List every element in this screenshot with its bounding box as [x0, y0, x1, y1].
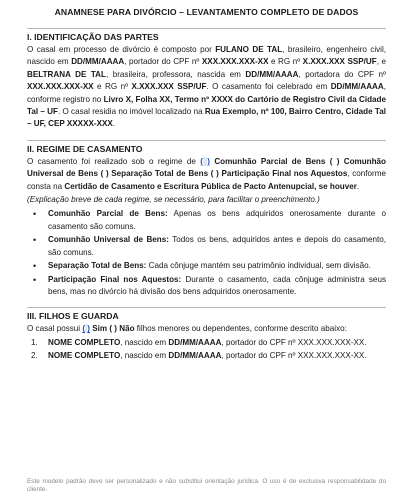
regime-paragraph: [27, 156, 386, 193]
husband-rg: X.XXX.XXX SSP/UF: [302, 57, 377, 67]
text: , conforme registro no: [27, 82, 386, 104]
text: e RG nº: [93, 82, 132, 92]
regime-checkbox[interactable]: [200, 157, 210, 166]
husband-birthdate: DD/MM/AAAA: [71, 57, 125, 67]
section-heading: III. FILHOS E GUARDA: [27, 311, 119, 322]
marriage-date: DD/MM/AAAA: [330, 82, 384, 92]
section-divider: [27, 307, 386, 308]
text: O casal em processo de divórcio é composto por: [27, 45, 216, 54]
text: , portador do CPF nº XXX.XXX.XXX-XX.: [221, 351, 367, 361]
wife-rg: X.XXX.XXX SSP/UF: [131, 82, 207, 92]
registry-reference: Livro X, Folha XX, Termo nº XXXX do Cartório de Registro Civil da Cidade Tal – UF: [27, 94, 386, 117]
regime-description: Todos os bens, adquiridos antes e depois do casamento, são comuns.: [48, 235, 386, 257]
husband-name: FULANO DE TAL: [215, 45, 283, 54]
identification-paragraph: [27, 44, 386, 131]
section-heading: II. REGIME DE CASAMENTO: [27, 143, 143, 154]
husband-cpf: XXX.XXX.XXX-XX: [201, 57, 269, 67]
text: .: [356, 181, 360, 191]
bullet-icon: •: [33, 209, 37, 220]
text: , e: [376, 57, 386, 67]
regime-name: Comunhão Universal de Bens:: [48, 235, 169, 245]
section-identification: [27, 28, 386, 131]
text: , conforme consta na: [27, 169, 386, 191]
child-birthdate: DD/MM/AAAA: [168, 351, 222, 361]
child-name: NOME COMPLETO: [48, 351, 121, 361]
regime-name: Separação Total de Bens:: [48, 261, 147, 271]
regime-description: Durante o casamento, cada cônjuge administra seus bens, mas no divórcio há divisão dos bens adquiridos onerosamente.: [48, 274, 386, 296]
wife-name: BELTRANA DE TAL: [27, 69, 106, 79]
child-birthdate: DD/MM/AAAA: [168, 337, 222, 347]
wife-cpf: XXX.XXX.XXX-XX: [27, 82, 94, 92]
text: , portador do CPF nº: [124, 57, 202, 67]
bullet-icon: •: [33, 274, 37, 285]
checkbox-open: (: [200, 156, 203, 166]
regime-caption: (Explicação breve de cada regime, se necessário, para facilitar o preenchimento.): [27, 195, 320, 205]
child-name: NOME COMPLETO: [48, 337, 121, 347]
section-children-custody: [27, 307, 386, 362]
item-number: 2.: [31, 351, 38, 361]
regime-options: Comunhão Parcial de Bens ( ) Comunhão Universal de Bens ( ) Separação Total de Bens ( ) Participação Final nos Aquestos: [27, 156, 387, 179]
text: , portadora do CPF nº: [298, 69, 387, 79]
text: e RG nº: [268, 57, 303, 67]
item-number: 1.: [31, 337, 38, 347]
section-marriage-regime: [27, 140, 386, 298]
list-item: [27, 208, 386, 233]
regime-description: Cada cônjuge mantém seu patrimônio individual, sem divisão.: [146, 261, 371, 271]
list-item: [27, 274, 386, 299]
checkbox-close: ): [87, 324, 90, 334]
list-item: [27, 234, 386, 259]
children-list: [27, 337, 386, 363]
section-heading: I. IDENTIFICAÇÃO DAS PARTES: [27, 32, 159, 42]
children-options: Sim ( ) Não: [90, 324, 135, 334]
list-item: [27, 337, 386, 349]
regime-name: Comunhão Parcial de Bens:: [48, 209, 168, 219]
section-divider: [27, 28, 386, 29]
bullet-icon: •: [33, 261, 37, 272]
regime-name: Participação Final nos Aquestos:: [48, 274, 182, 284]
list-item: [27, 350, 386, 362]
footer-disclaimer: Este modelo padrão deve ser personalizado e não substitui orientação jurídica. O uso é de exclusiva responsabilidade do cliente.: [27, 478, 386, 494]
children-paragraph: [27, 323, 386, 335]
children-checkbox[interactable]: [82, 324, 90, 333]
text: , brasileiro, engenheiro civil, nascido em: [27, 45, 387, 67]
list-item: [27, 260, 386, 272]
checkbox-open: (: [82, 324, 86, 334]
text: O casal possui: [27, 324, 83, 334]
text: , portador do CPF nº XXX.XXX.XXX-XX.: [221, 337, 367, 347]
regime-list: [27, 208, 386, 298]
section-divider: [27, 140, 386, 141]
text: O casamento foi realizado sob o regime de: [27, 156, 201, 166]
text: , nascido em: [120, 337, 169, 347]
text: , nascido em: [120, 351, 169, 361]
checkbox-close: ): [207, 156, 210, 166]
document-title: ANAMNESE PARA DIVÓRCIO – LEVANTAMENTO COMPLETO DE DADOS: [54, 7, 359, 17]
residence-address: Rua Exemplo, nº 100, Bairro Centro, Cidade Tal – UF, CEP XXXXX-XXX: [27, 107, 386, 129]
text: .: [112, 119, 116, 129]
text: . O casal residia no imóvel localizado na: [57, 107, 205, 117]
text: . O casamento foi celebrado em: [206, 82, 331, 92]
bullet-icon: •: [33, 235, 37, 246]
wife-birthdate: DD/MM/AAAA: [245, 69, 299, 79]
text: , brasileira, professora, nascida em: [105, 69, 246, 79]
certificate-reference: Certidão de Casamento e Escritura Pública de Pacto Antenupcial, se houver: [64, 181, 357, 191]
regime-description: Apenas os bens adquiridos onerosamente durante o casamento são comuns.: [48, 209, 387, 231]
text: filhos menores ou dependentes, conforme descrito abaixo:: [134, 324, 347, 334]
